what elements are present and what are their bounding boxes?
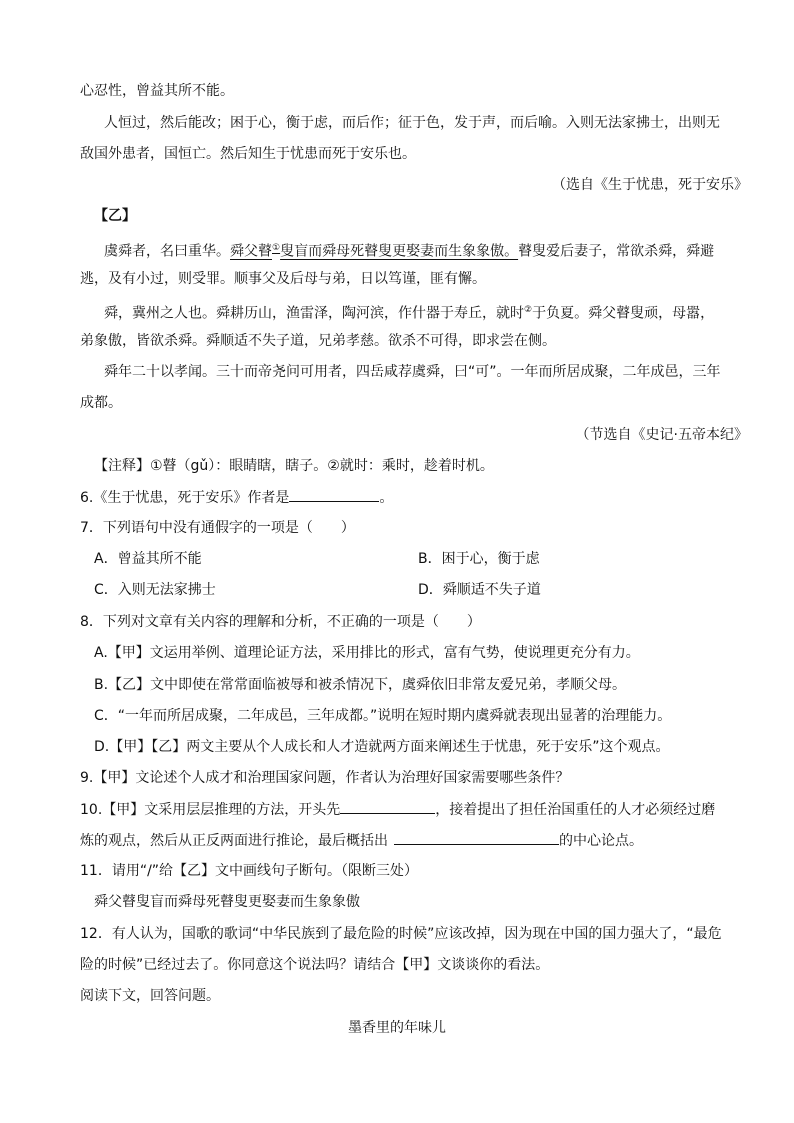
yi-p1-line-2: 逃，及有小过，则受罪。顺事父及后母与弟，日以笃谨，匪有懈。 [80, 271, 486, 287]
yi-p1-underlined-b: 叟盲而舜母死瞽叟更娶妻而生象象傲。 [280, 243, 519, 260]
q8-option-c: C．“一年而所居成聚，二年成邑，三年成都。”说明在短时期内虞舜就表现出显著的治理能力。 [94, 708, 672, 724]
q10-text-b: ，接着提出了担任治国重任的人才必须经过磨 [435, 802, 716, 818]
q8-option-a: A.【甲】文运用举例、道理论证方法，采用排比的形式，富有气势，使说理更充分有力。 [94, 645, 640, 661]
q10-text-a: 10.【甲】文采用层层推理的方法，开头先 [80, 802, 341, 818]
q11-sentence: 舜父瞽叟盲而舜母死瞽叟更娶妻而生象象傲 [94, 894, 360, 910]
q6-end: 。 [379, 490, 394, 506]
q8-option-b: B.【乙】文中即使在常常面临被辱和被杀情况下，虞舜依旧非常友爱兄弟，孝顺父母。 [94, 677, 627, 693]
q10-text-d: 的中心论点。 [559, 833, 643, 849]
q10-blank-1[interactable] [340, 799, 435, 814]
q10-text-c: 炼的观点，然后从正反两面进行推论，最后概括出 [80, 833, 388, 849]
read-prompt: 阅读下文，回答问题。 [80, 988, 220, 1004]
question-7: 7．下列语句中没有通假字的一项是（ ） [80, 520, 355, 536]
yi-p2-plain-a: 舜，冀州之人也。舜耕历山，渔雷泽，陶河滨，作什器于寿丘，就时 [104, 305, 524, 322]
q7-option-c: C．入则无法家拂士 [94, 582, 216, 598]
jia-source: （选自《生于忧患，死于安乐》 [552, 177, 748, 193]
yi-p2-line-2: 弟象傲，皆欲杀舜。舜顺适不失子道，兄弟孝慈。欲杀不可得，即求尝在侧。 [80, 333, 556, 349]
question-12-line-2: 险的时候”已经过去了。你同意这个说法吗？请结合【甲】文谈谈你的看法。 [80, 957, 550, 973]
jia-line-2: 人恒过，然后能改；困于心，衡于虑，而后作；征于色，发于声，而后喻。入则无法家拂士，出则无 [104, 115, 720, 131]
question-10-line-2 [80, 830, 643, 851]
question-6 [80, 487, 393, 508]
yi-p1-plain-a: 虞舜者，名曰重华。 [104, 243, 230, 260]
q6-answer-blank[interactable] [289, 487, 379, 502]
question-12-line-1: 12．有人认为，国歌的歌词“中华民族到了最危险的时候”应该改掉，因为现在中国的国力强大了，“最危 [80, 926, 722, 942]
q7-option-a: A．曾益其所不能 [94, 551, 202, 567]
q8-option-d: D.【甲】【乙】两文主要从个人成长和人才造就两方面来阐述生于忧患，死于安乐”这个观点。 [94, 739, 670, 755]
yi-p2-plain-b: 于负夏。舜父瞽叟顽，母嚣， [532, 305, 715, 322]
note-marker-1: ① [272, 243, 281, 253]
question-10-line-1 [80, 799, 715, 820]
q7-option-d: D．舜顺适不失子道 [418, 582, 541, 598]
yi-p2-line-1 [104, 300, 714, 324]
next-passage-title: 墨香里的年味儿 [348, 1020, 446, 1036]
question-8: 8．下列对文章有关内容的理解和分析，不正确的一项是（ ） [80, 614, 481, 630]
annotation: 【注释】①瞽（gǔ）：眼睛瞎，瞎子。②就时：乘时，趁着时机。 [94, 458, 494, 474]
yi-p1-plain-b: 瞽叟爱后妻子，常欲杀舜，舜避 [518, 243, 715, 260]
jia-line-3: 敌国外患者，国恒亡。然后知生于忧患而死于安乐也。 [80, 146, 416, 162]
q6-text: 6.《生于忧患，死于安乐》作者是 [80, 490, 290, 506]
yi-p1-underlined-a: 舜父瞽 [230, 243, 272, 260]
yi-p3-line-1: 舜年二十以孝闻。三十而帝尧问可用者，四岳咸荐虞舜，曰“可”。一年而所居成聚，二年成邑，三年 [104, 364, 721, 380]
question-11: 11．请用“/”给【乙】文中画线句子断句。（限断三处） [80, 863, 419, 879]
yi-p1-line-1 [104, 238, 714, 262]
q10-blank-2[interactable] [394, 830, 559, 845]
yi-heading: 【乙】 [94, 208, 136, 224]
q7-option-b: B．困于心，衡于虑 [418, 551, 540, 567]
yi-source: （节选自《史记·五帝本纪》 [575, 427, 748, 443]
question-9: 9.【甲】文论述个人成才和治理国家问题，作者认为治理好国家需要哪些条件？ [80, 770, 570, 786]
jia-line-1: 心忍性，曾益其所不能。 [80, 83, 234, 99]
yi-p3-line-2: 成都。 [80, 395, 122, 411]
note-marker-2: ② [524, 305, 533, 315]
